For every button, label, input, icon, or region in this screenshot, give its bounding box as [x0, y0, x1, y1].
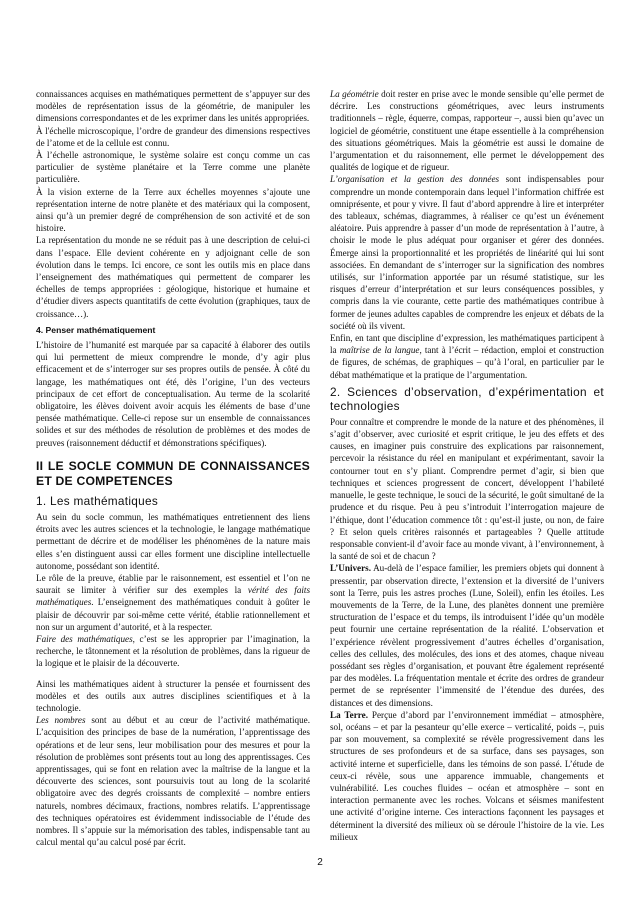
text-run: Enfin, en tant que discipline d’expression, les mathématiques participent à la [330, 333, 604, 356]
text-run: doit rester en prise avec le monde sensible qu’elle permet de décrire. Les constructions géométriques, avec leurs instruments traditionnels – règle, équerre, compas, rapporteur –, aussi bien qu’avec un logiciel de géométrie, constituent une étape essentielle à la compréhension des situations géométriques. Mais la géométrie est aussi le domaine de l’argumentation et du raisonnement, elle permet le développement des qualités de logique et de rigueur. [330, 89, 605, 173]
page-number: 2 [317, 857, 323, 868]
heading-mathematiques: 1. Les mathématiques [36, 493, 159, 508]
paragraph: À la vision externe de la Terre aux échelles moyennes s’ajoute une représentation interne de notre planète et des matériaux qui la composent, ainsi qu’à un premier degré de compréhension de son activité et de son histoire. [36, 186, 310, 234]
emphasis: maîtrise de la langue [339, 345, 420, 356]
bold-lead: L’Univers. [330, 563, 371, 574]
paragraph: La représentation du monde ne se réduit pas à une description de celui-ci dans l’espace. Elle devient cohérente en y adjoignant celle de son évolution dans le temps. Ici encore, ce sont les outils mis en place dans l’enseignement des mathématiques qui permettent de comparer les échelles de temps appropriées : géologique, historique et humaine et d’étudier divers aspects quantitatifs de cette évolution (graphiques, taux de croissance…). [36, 235, 310, 319]
paragraph: Au sein du socle commun, les mathématiques entretiennent des liens étroits avec les autres sciences et la technologie, le langage mathématique permettant de décrire et de modéliser les phénomènes de la nature mais elles s’en distinguent aussi car elles forment une discipline intellectuelle autonome, possédant son identité. [36, 511, 310, 571]
text-run: Perçue d’abord par l’environnement immédiat – atmosphère, sol, océans – et par la pesanteur qu’elle exerce – verticalité, poids –, puis par son mouvement, sa complexité se révèle progressivement dans les structures de ses profondeurs et de sa surface, dans ses paysages, son activité interne et superficielle, dans les témoins de son passé. L’étude de ceux-ci révèle, sous une apparence immuable, changements et vulnérabilité. Les couches fluides – océan et atmosphère – sont en interaction permanente avec les roches. Volcans et séismes manifestent une activité d’origine interne. Ces interactions façonnent les paysages et déterminent la diversité des milieux où se déroule l’histoire de la vie. Les milieux [330, 709, 604, 842]
section-heading-socle: II LE SOCLE COMMUN DE CONNAISSANCES ET DE COMPETENCES [36, 458, 310, 489]
emphasis: Faire des mathématiques [36, 633, 133, 644]
paragraph: L’histoire de l’humanité est marquée par sa capacité à élaborer des outils qui lui permettent de mieux comprendre le monde, d’y agir plus efficacement et de s’interroger sur ses propres outils de pensée. À côté du langage, les mathématiques ont été, dès l’origine, l’un des vecteurs principaux de cet effort de conceptualisation. Au terme de la scolarité obligatoire, les élèves doivent avoir acquis les éléments de base d’une pensée mathématique. Celle-ci repose sur un ensemble de connaissances solides et sur des méthodes de résolution de problèmes et des modes de preuves (raisonnement déductif et démonstrations spécifiques). [36, 340, 310, 448]
right-column [330, 88, 604, 843]
subheading-penser: 4. Penser mathématiquement [36, 324, 156, 335]
document-page [36, 88, 605, 848]
emphasis: vérité des faits mathématiques [36, 585, 311, 608]
text-run: Le rôle de la preuve, établie par le raisonnement, est essentiel et l’on ne saurait se limiter à vérifier sur des exemples la [36, 572, 310, 596]
left-column [36, 88, 310, 848]
paragraph: Pour connaître et comprendre le monde de la nature et des phénomènes, il s’agit d’observer, avec curiosité et esprit critique, le jeu des effets et des causes, en imaginer puis construire des explications par raisonnement, percevoir la résistance du réel en manipulant et expérimentant, savoir la contourner tout en s’y pliant. Comprendre permet d’agir, si bien que techniques et sciences progressent de concert, développent l’habileté manuelle, le geste technique, le souci de la sécurité, le goût simultané de la prudence et du risque. Peu à peu s’introduit l’interrogation majeure de l’éthique, dont l’éducation commence tôt : qu’est-il juste, ou non, de faire ? Et selon quels critères raisonnés et partageables ? Quelle attitude responsable convient-il d’avoir face au monde vivant, à l’environnement, à la santé de soi et de chacun ? [330, 416, 604, 562]
paragraph [330, 332, 604, 381]
paragraph [330, 88, 604, 173]
emphasis: L’organisation et la gestion des données [330, 174, 500, 185]
paragraph [36, 633, 310, 670]
paragraph: À l'échelle microscopique, l’ordre de grandeur des dimensions respectives de l’atome et de la cellule est connu. [36, 125, 310, 148]
paragraph [36, 714, 310, 848]
text-run: sont indispensables pour comprendre un monde contemporain dans lequel l’information chiffrée est omniprésente, et pour y vivre. Il faut d’abord apprendre à lire et interpréter des tableaux, schémas, diagrammes, à réaliser ce qu’est un événement aléatoire. Puis apprendre à passer d’un mode de représentation à l’autre, à choisir le mode le plus adéquat pour organiser et gérer des données. Émerge ainsi la proportionnalité et les propriétés de linéarité qui lui sont associées. En demandant de s’interroger sur la signification des nombres utilisés, sur l’information apportée par un résumé statistique, sur les risques d’erreur d’interprétation et sur leurs conséquences possibles, y compris dans la vie courante, cette partie des mathématiques contribue à former de jeunes adultes capables de comprendre les enjeux et débats de la société où ils vivent. [330, 174, 604, 331]
emphasis: Les nombres [36, 715, 86, 726]
text-run: Au-delà de l’espace familier, les premiers objets qui donnent à pressentir, par observation directe, l’extension et la diversité de l’univers sont la Terre, puis les astres proches (Lune, Soleil), enfin les étoiles. Les mouvements de la Terre, de la Lune, des planètes donnent une première structuration de l’espace et du temps, ils introduisent l’idée qu’un modèle peut fournir une certaine représentation de la réalité. L’observation et l’expérience révèlent progressivement d’autres échelles d’organisation, celles des cellules, des molécules, des ions et des atomes, chaque niveau possédant ses règles d’organisation, et pouvant être également représenté par des modèles. La fréquentation mentale et écrite des ordres de grandeur permet de se représenter l’immensité de l’étendue des durées, des distances et des dimensions. [330, 563, 604, 708]
paragraph: À l’échelle astronomique, le système solaire est conçu comme un cas particulier de système planétaire et la Terre comme une planète particulière. [36, 150, 310, 185]
emphasis: La géométrie [330, 89, 379, 99]
bold-lead: La Terre. [330, 709, 368, 720]
paragraph: Ainsi les mathématiques aident à structurer la pensée et fournissent des modèles et des outils aux autres disciplines scientifiques et à la technologie. [36, 678, 310, 713]
paragraph: connaissances acquises en mathématiques permettent de s’appuyer sur des modèles de représentation issus de la géométrie, de manipuler les dimensions correspondantes et de les exprimer dans les unités appropriées. [36, 89, 310, 124]
text-run: sont au début et au cœur de l’activité mathématique. L’acquisition des principes de base de la numération, l’apprentissage des opérations et de leur sens, leur mobilisation pour des mesures et pour la résolution de problèmes sont présents tout au long des apprentissages. Ces apprentissages, qui se font en relation avec la maîtrise de la langue et la découverte des sciences, sont poursuivis tout au long de la scolarité obligatoire avec des degrés croissants de complexité – nombre entiers naturels, nombres décimaux, fractions, nombres relatifs. L’apprentissage des techniques opératoires est évidemment indissociable de l’étude des nombres. Il s’appuie sur la mémorisation des tables, indispensable tant au calcul mental qu’au calcul posé par écrit. [36, 715, 310, 848]
text-run: , c’est se les approprier par l’imagination, la recherche, le tâtonnement et la résolution de problèmes, dans la rigueur de la logique et le plaisir de la découverte. [36, 633, 310, 669]
paragraph [36, 572, 310, 633]
text-run: . L’enseignement des mathématiques conduit à goûter le plaisir de découvrir par soi-même cette vérité, établie rationnellement et non sur un argument d’autorité, et à la respecter. [36, 597, 310, 632]
heading-sciences: 2. Sciences d’observation, d’expérimentation et technologies [330, 384, 604, 413]
paragraph [330, 709, 604, 843]
paragraph [330, 562, 604, 708]
text-run: , tant à l’écrit – rédaction, emploi et construction de figures, de schémas, de graphiques – qu’à l’oral, en particulier par le débat mathématique et la pratique de l’argumentation. [330, 345, 604, 380]
paragraph [330, 173, 604, 332]
